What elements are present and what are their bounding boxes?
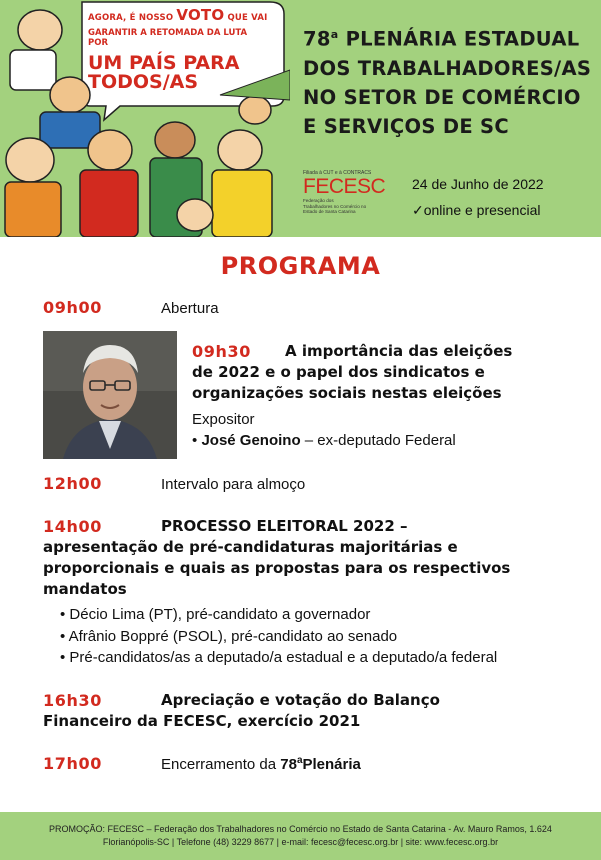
bullet-icon: • <box>192 432 198 449</box>
time-16h30: 16h30 <box>43 691 102 710</box>
title-line-3: NO SETOR DE COMÉRCIO <box>303 85 581 109</box>
speech-line-1b: QUE VAI <box>227 13 268 23</box>
closing-suffix: Plenária <box>302 756 361 773</box>
logo-sub-3: Estado de Santa Catarina <box>303 209 356 214</box>
footer-line-2: Florianópolis-SC | Telefone (48) 3229 8677 | e-mail: fecesc@fecesc.org.br | site: www.fecesc.org.br <box>102 836 499 847</box>
title-ordinal: a <box>330 28 339 41</box>
speech-line-1 <box>88 6 268 24</box>
time-12h00: 12h00 <box>43 474 102 493</box>
speech-balloon-text <box>88 6 268 92</box>
time-09h30: 09h30 <box>192 342 251 361</box>
item-1400-title-line-2: apresentação de pré-candidaturas majoritárias e <box>43 538 458 556</box>
footer <box>0 812 601 860</box>
title-number: 78 <box>303 27 331 51</box>
item-1400-title-line-4: mandatos <box>43 580 127 598</box>
check-icon: ✓ <box>412 202 424 218</box>
speech-line-3: UM PAÍS PARA TODOS/AS <box>88 52 240 93</box>
item-opening: Abertura <box>161 300 219 317</box>
event-date: 24 de Junho de 2022 <box>412 176 544 192</box>
speech-line-2: GARANTIR A RETOMADA DA LUTA POR <box>88 28 248 48</box>
expositor-label: Expositor <box>192 411 255 428</box>
item-closing <box>161 755 361 773</box>
closing-prefix: Encerramento da <box>161 756 277 773</box>
speaker-portrait <box>43 331 177 459</box>
speaker-name: José Genoino <box>201 432 301 449</box>
logo-sub-2: Trabalhadores no Comércio no <box>303 203 367 209</box>
time-09h00: 09h00 <box>43 298 102 317</box>
fecesc-logo <box>303 170 393 215</box>
title-line-1 <box>303 20 593 54</box>
item-1400-title-line-1: PROCESSO ELEITORAL 2022 – <box>161 517 408 535</box>
program-heading: PROGRAMA <box>220 252 381 280</box>
event-title <box>303 20 593 141</box>
event-mode-text: online e presencial <box>423 202 541 218</box>
time-14h00: 14h00 <box>43 517 102 536</box>
logo-name: FECESC <box>303 175 386 198</box>
header-banner <box>0 0 601 237</box>
candidate-list <box>60 604 497 669</box>
list-item: • Décio Lima (PT), pré-candidato a governador <box>60 606 371 623</box>
item-0930-title-line-1: A importância das eleições <box>285 342 513 360</box>
speech-voto: VOTO <box>176 6 225 24</box>
time-17h00: 17h00 <box>43 754 102 773</box>
title-line-1-text: PLENÁRIA ESTADUAL <box>345 27 580 51</box>
title-line-2: DOS TRABALHADORES/AS <box>303 56 592 80</box>
footer-line-1: PROMOÇÃO: FECESC – Federação dos Trabalhadores no Comércio no Estado de Santa Catarina - Av. Mauro Ramos, 1.624 <box>49 824 552 834</box>
speaker-photo <box>43 331 177 459</box>
item-lunch: Intervalo para almoço <box>161 476 306 493</box>
speech-line-1a: AGORA, É NOSSO <box>88 13 174 23</box>
closing-ordinal: a <box>296 755 303 766</box>
logo-tag: Filiada à CUT e à CONTRACS <box>303 170 372 176</box>
speaker-role: – ex-deputado Federal <box>304 432 456 449</box>
logo-sub-1: Federação dos <box>303 198 334 203</box>
item-1630-title-line-2: Financeiro da FECESC, exercício 2021 <box>43 712 361 730</box>
item-0930-title-line-3: organizações sociais nestas eleições <box>192 384 502 402</box>
item-1630-title-line-1: Apreciação e votação do Balanço <box>161 691 440 709</box>
title-line-4: E SERVIÇOS DE SC <box>303 114 510 138</box>
speaker-line <box>192 432 456 449</box>
list-item: • Afrânio Boppré (PSOL), pré-candidato ao senado <box>60 627 398 645</box>
list-item: • Pré-candidatos/as a deputado/a estadual e a deputado/a federal <box>60 649 498 666</box>
event-mode <box>412 202 540 219</box>
item-0930-title-line-2: de 2022 e o papel dos sindicatos e <box>192 363 485 381</box>
item-1400-title-line-3: proporcionais e quais as propostas para os respectivos <box>43 559 511 577</box>
closing-number: 78 <box>280 756 297 773</box>
